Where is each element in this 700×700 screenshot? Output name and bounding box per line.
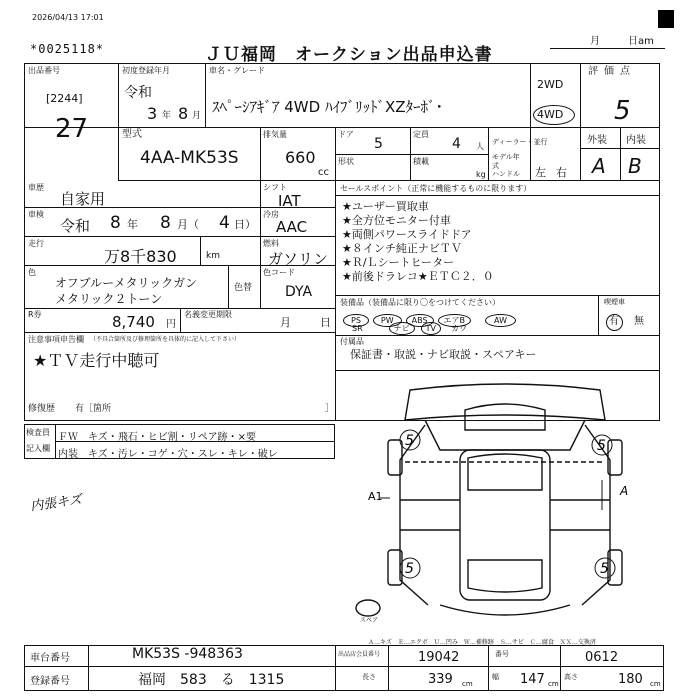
damage-legend: Ａ…キズ Ｅ…エクボ Ｕ…凹み Ｗ…補修跡 Ｓ…サビ Ｃ…腐食 ＸＸ…交換済 — [368, 639, 596, 646]
smoking-no: 無 — [634, 316, 644, 327]
score-marks — [400, 430, 615, 578]
car-name-value: ｽﾍﾟｰｼｱｷﾞｱ 4WD ﾊｲﾌﾞﾘｯﾄﾞXZﾀｰﾎﾞ･ — [212, 98, 444, 116]
name-change-label: 名義変更期限 — [184, 310, 232, 319]
exterior-grade: A — [592, 154, 606, 178]
usage-value: 自家用 — [60, 190, 106, 208]
left-mark: A1 — [368, 490, 383, 503]
first-reg-month: 8 — [178, 104, 189, 123]
car-windshield — [465, 404, 545, 430]
width-label: 幅 — [492, 673, 499, 681]
equipment-leather: カワ — [451, 324, 467, 333]
sales-point-item: ★前後ドラレコ★ＥＴＣ２．０ — [342, 270, 494, 283]
width-unit: cm — [548, 680, 559, 688]
accessories-label: 付属品 — [340, 337, 364, 346]
equipment-tv: TV — [421, 322, 441, 335]
width-value: 147 — [520, 672, 545, 687]
height-unit: cm — [650, 680, 661, 688]
weight-label: 積載 — [413, 157, 429, 166]
repair-value: 有［箇所 — [75, 404, 112, 414]
shift-value: IAT — [278, 192, 301, 210]
weight-unit: kg — [476, 170, 486, 179]
interior-grade: B — [628, 154, 642, 178]
smoking-label: 喫煙車 — [604, 298, 625, 306]
smoking-yes: 有 — [609, 316, 619, 327]
car-name-label: 車名・グレード — [209, 66, 265, 75]
aircon-value: AAC — [276, 218, 308, 236]
lot-number: 27 — [55, 114, 89, 144]
displacement-unit: cc — [318, 167, 329, 178]
first-reg-label: 初度登録年月 — [122, 66, 170, 75]
interior-label: 内装 — [626, 135, 646, 146]
inspection-era: 令和 — [60, 217, 91, 235]
capacity-value: 4 — [452, 136, 461, 152]
color-value-line1: オフブルーメタリックガン — [55, 276, 198, 290]
model-value: 4AA-MK53S — [140, 148, 239, 168]
mark-rl: 5 — [405, 561, 414, 577]
height-label: 高さ — [564, 673, 578, 681]
inspection-day-unit: 日） — [234, 218, 256, 231]
usage-label: 車歴 — [28, 183, 44, 192]
car-trunk — [468, 560, 542, 592]
car-hood — [468, 454, 542, 490]
mark-fl: 5 — [405, 433, 414, 449]
sales-points-list — [342, 200, 494, 284]
repair-label: 修復歴 — [28, 404, 56, 414]
name-change-day: 日 — [320, 316, 331, 329]
capacity-label: 定員 — [413, 130, 429, 139]
n2-value: 0612 — [585, 650, 619, 665]
handle-label: ハンドル — [492, 170, 520, 178]
spare-label: スペア — [360, 617, 379, 624]
first-reg-year: 3 — [147, 104, 158, 123]
color-label: 色 — [28, 268, 36, 277]
drive-2wd: 2WD — [537, 78, 564, 91]
mark-fr: 5 — [597, 438, 606, 454]
car-roof-outline — [405, 384, 605, 420]
first-reg-era: 令和 — [124, 85, 152, 101]
handle-right: 右 — [556, 166, 567, 179]
equipment-label: 装備品（装備品に限り〇をつけてください） — [340, 298, 500, 307]
capacity-unit: 人 — [476, 142, 484, 151]
reg-label: 登録番号 — [30, 676, 70, 687]
dealer-label: ディーラー・並行 — [492, 138, 548, 146]
mileage-unit: km — [206, 251, 220, 261]
length-value: 339 — [428, 672, 453, 687]
shift-label: シフト — [263, 183, 287, 192]
doors-label: ドア — [338, 130, 354, 139]
first-reg-year-unit: 年 — [162, 111, 172, 121]
car-left-side — [400, 425, 428, 605]
displacement-value: 660 — [285, 148, 316, 167]
exterior-label: 外装 — [587, 135, 607, 146]
inspection-month-unit: 月（ — [177, 218, 199, 231]
car-diagram — [350, 380, 660, 624]
inspector-row1-tag: ＦＷ — [58, 432, 78, 443]
inspection-year: 8 — [110, 213, 121, 233]
car-front-outline — [425, 420, 585, 450]
equipment-aw: AW — [485, 314, 516, 327]
inspector-label1: 検査員 — [26, 428, 50, 437]
notes-label: 注意事項申告欄 — [28, 335, 84, 344]
sales-point-item: ★ユーザー買取車 — [342, 200, 429, 213]
color-code: DYA — [285, 284, 313, 300]
equipment-pw: PW — [373, 314, 402, 327]
recycle-label: R券 — [28, 310, 42, 319]
name-change-month: 月 — [280, 316, 291, 329]
displacement-label: 排気量 — [263, 130, 287, 139]
score-value: 5 — [614, 96, 631, 126]
fuel-label: 燃料 — [263, 239, 279, 248]
equipment-navi: ナビ — [389, 322, 415, 335]
score-label: 評価点 — [588, 66, 636, 77]
inspection-month: 8 — [160, 213, 171, 233]
member-value: 19042 — [418, 650, 460, 665]
chassis-label: 車台番号 — [30, 653, 70, 664]
equipment-ps: PS — [343, 314, 369, 327]
color-code-label: 色コード — [263, 268, 295, 277]
height-value: 180 — [618, 672, 643, 687]
mileage-value: 万8千830 — [104, 247, 177, 266]
repair-close: ］ — [325, 404, 335, 414]
inspector-row2: キズ・汚レ・コゲ・穴・スレ・キレ・破レ — [88, 449, 278, 460]
mark-rr: 5 — [600, 561, 609, 577]
n2-label: 番号 — [495, 650, 509, 658]
inspector-row1: キズ・飛石・ヒビ割・リペア跡・×要 — [88, 432, 256, 443]
length-unit: cm — [462, 680, 473, 688]
handle-left: 左 — [535, 166, 546, 179]
equipment-row2 — [352, 322, 467, 335]
notes-value: ★ＴＶ走行中聴可 — [33, 351, 160, 370]
length-label: 長さ — [362, 673, 376, 681]
member-label: 出品店会員番号 — [338, 651, 381, 658]
sales-point-item: ★全方位モニター付車 — [342, 214, 451, 227]
inspector-label2: 記入欄 — [26, 444, 50, 453]
lot-label: 出品番号 — [28, 66, 60, 75]
model-label: 型式 — [122, 129, 142, 140]
serial-number: *0025118* — [30, 42, 105, 56]
shape-label: 形状 — [338, 157, 354, 166]
color-change-label: 色替 — [234, 283, 253, 293]
accessories-value: 保証書・取説・ナビ取説・スペアキー — [350, 348, 537, 361]
chassis-value: MK53S -948363 — [132, 646, 243, 662]
sales-point-item: ★両側パワースライドドア — [342, 228, 472, 241]
inspector-handwritten: 内張キズ — [29, 492, 83, 515]
timestamp: 2026/04/13 17:01 — [32, 13, 104, 22]
car-body-center — [460, 450, 550, 600]
drive-4wd: 4WD — [537, 108, 564, 121]
recycle-unit: 円 — [166, 319, 176, 330]
mileage-label: 走行 — [28, 239, 44, 248]
date-month-label: 月 — [590, 36, 600, 47]
inspection-day: 4 — [219, 213, 230, 233]
model-year-label: モデル年式 — [492, 153, 520, 170]
inspector-row2-tag: 内装 — [58, 449, 78, 460]
right-mark: A — [620, 484, 629, 498]
fuel-value: ガソリン — [268, 250, 329, 268]
first-reg-month-unit: 月 — [192, 111, 202, 121]
date-day-label: 日am — [628, 36, 654, 47]
color-value-line2: メタリック２トーン — [55, 292, 163, 306]
reg-value: 福岡 583 る 1315 — [138, 672, 285, 688]
form-title: ＪＵ福岡 オークション出品申込書 — [205, 45, 493, 65]
inspection-label: 車検 — [28, 210, 44, 219]
equipment-sr: SR — [352, 324, 363, 333]
equipment-airbag: エアB — [438, 314, 472, 327]
lot-sub: [2244] — [46, 92, 83, 105]
inspection-year-unit: 年 — [127, 218, 138, 231]
recycle-value: 8,740 — [112, 313, 155, 331]
equipment-abs: ABS — [406, 314, 434, 327]
sales-point-item: ★８インチ純正ナビＴＶ — [342, 242, 462, 255]
corner-mark — [658, 10, 674, 28]
notes-sublabel: （不具合箇所及び修理箇所を具体的に記入して下さい） — [90, 336, 241, 343]
aircon-label: 冷房 — [263, 210, 279, 219]
sales-point-item: ★Ｒ/Ｌシートヒーター — [342, 256, 455, 269]
spare-tire — [356, 600, 380, 616]
sales-points-label: セールスポイント（正常に機能するものに限ります） — [340, 184, 532, 193]
doors-value: 5 — [374, 136, 383, 152]
